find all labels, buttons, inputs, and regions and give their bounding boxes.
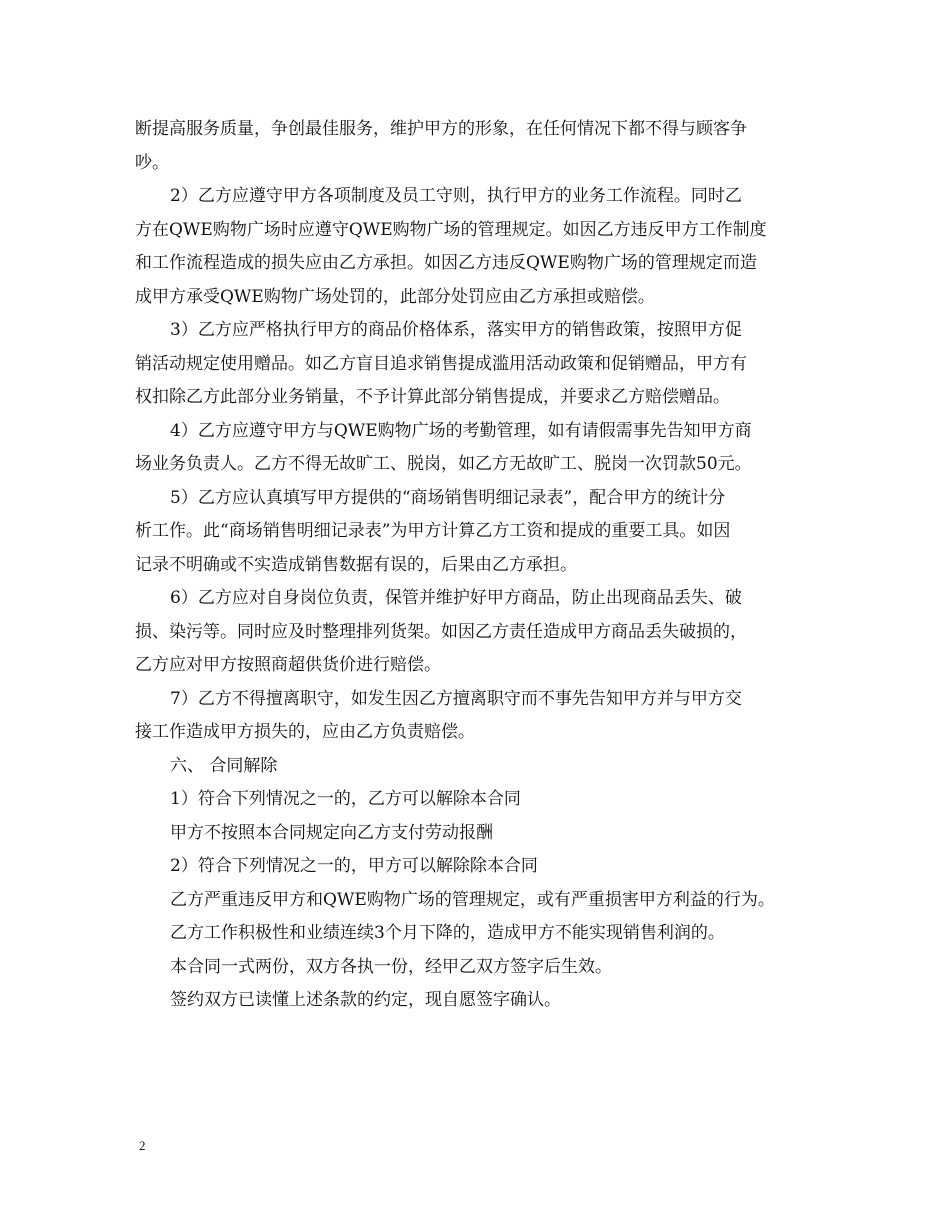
text-line: 2）符合下列情况之一的，甲方可以解除除本合同 [170,856,538,876]
text-line: 方在QWE购物广场时应遵守QWE购物广场的管理规定。如因乙方违反甲方工作制度 [135,219,767,240]
text-line: 成甲方承受QWE购物广场处罚的，此部分处罚应由乙方承担或赔偿。 [135,286,655,307]
text-line: 和工作流程造成的损失应由乙方承担。如因乙方违反QWE购物广场的管理规定而造 [135,253,757,273]
page-number: 2 [139,1138,146,1153]
text-line: 乙方严重违反甲方和QWE购物广场的管理规定，或有严重损害甲方利益的行为。 [170,889,775,910]
text-line: 1）符合下列情况之一的，乙方可以解除本合同 [170,789,521,809]
text-line: 3）乙方应严格执行甲方的商品价格体系，落实甲方的销售政策，按照甲方促 [170,320,742,340]
text-line: 记录不明确或不实造成销售数据有误的，后果由乙方承担。 [135,554,577,575]
text-line: 场业务负责人。乙方不得无故旷工、脱岗，如乙方无故旷工、脱岗一次罚款50元。 [135,454,752,474]
text-line: 吵。 [135,152,169,173]
text-line: 2）乙方应遵守甲方各项制度及员工守则，执行甲方的业务工作流程。同时乙 [170,186,742,206]
text-line: 断提高服务质量，争创最佳服务，维护甲方的形象，在任何情况下都不得与顾客争 [135,119,747,139]
text-line: 六、 合同解除 [170,755,278,776]
text-line: 6）乙方应对自身岗位负责，保管并维护好甲方商品，防止出现商品丢失、破 [170,588,742,608]
text-line: 接工作造成甲方损失的，应由乙方负责赔偿。 [135,722,475,742]
text-line: 本合同一式两份，双方各执一份，经甲乙双方签字后生效。 [170,956,612,977]
text-line: 7）乙方不得擅离职守，如发生因乙方擅离职守而不事先告知甲方并与甲方交 [170,688,742,709]
text-line: 析工作。此“商场销售明细记录表”为甲方计算乙方工资和提成的重要工具。如因 [135,521,731,541]
text-line: 损、染污等。同时应及时整理排列货架。如因乙方责任造成甲方商品丢失破损的， [135,621,747,642]
document-body [135,113,823,1018]
text-line: 签约双方已读懂上述条款的约定，现自愿签字确认。 [170,990,561,1010]
text-line: 4）乙方应遵守甲方与QWE购物广场的考勤管理，如有请假需事先告知甲方商 [170,420,752,441]
text-line: 乙方应对甲方按照商超供货价进行赔偿。 [135,655,441,675]
text-line: 权扣除乙方此部分业务销量，不予计算此部分销售提成，并要求乙方赔偿赠品。 [135,387,730,407]
text-line: 甲方不按照本合同规定向乙方支付劳动报酬 [170,822,493,843]
text-line: 乙方工作积极性和业绩连续3个月下降的，造成甲方不能实现销售利润的。 [170,923,725,943]
text-line: 销活动规定使用赠品。如乙方盲目追求销售提成滥用活动政策和促销赠品，甲方有 [135,353,747,374]
text-line: 5）乙方应认真填写甲方提供的“商场销售明细记录表”，配合甲方的统计分 [170,487,726,508]
